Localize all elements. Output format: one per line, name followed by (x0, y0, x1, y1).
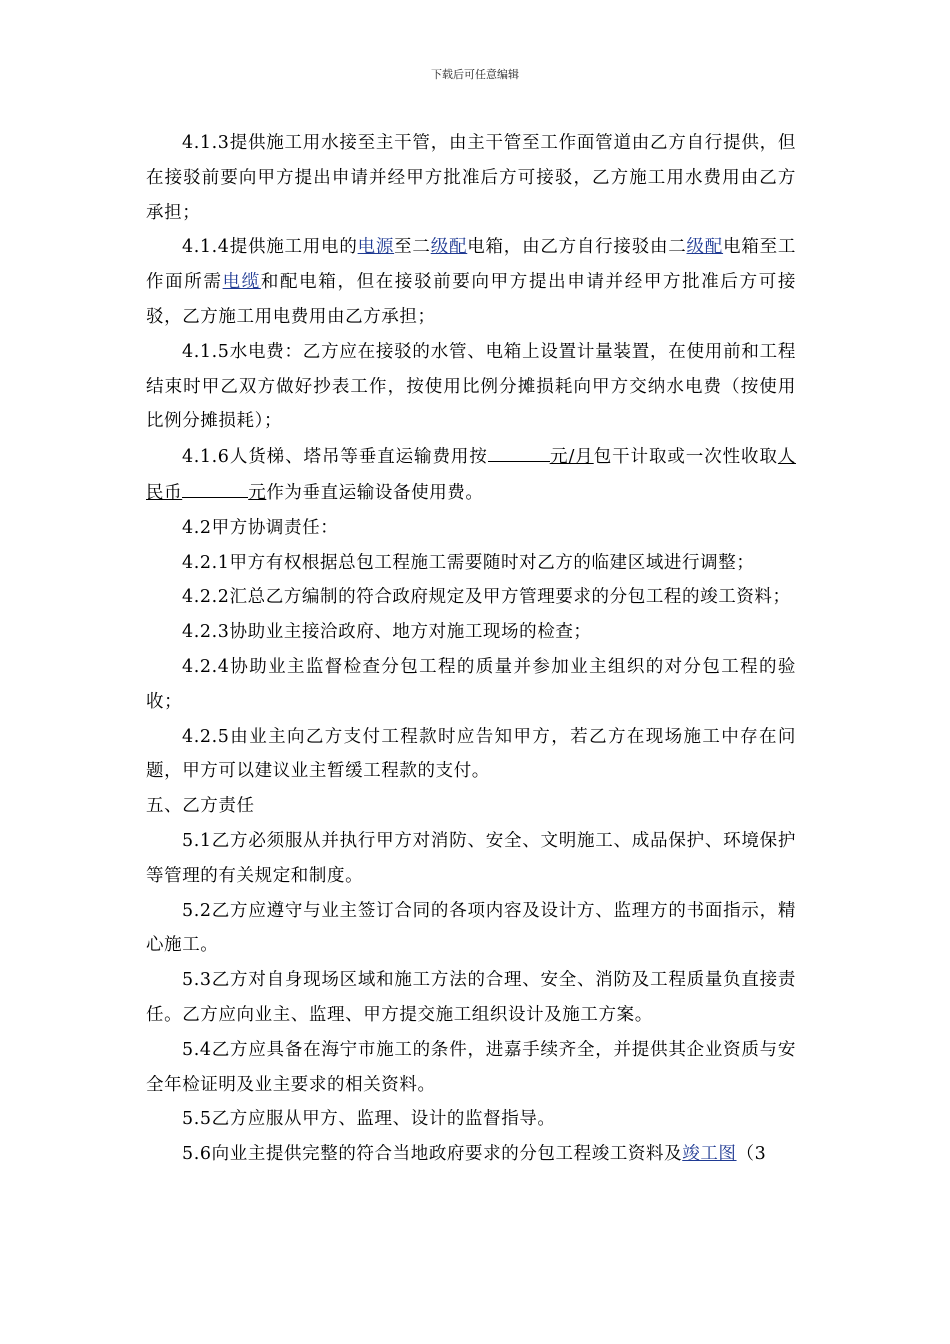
text-segment: 包干计取或一次性收取 (593, 447, 778, 468)
paragraph-5-5: 5.5乙方应服从甲方、监理、设计的监督指导。 (182, 1109, 556, 1130)
text-segment: 4.1.4提供施工用电的 (182, 237, 358, 258)
paragraph-4-1-5: 4.1.5水电费：乙方应在接驳的水管、电箱上设置计量装置，在使用前和工程结束时甲乙双方做好抄表工作，按使用比例分摊损耗向甲方交纳水电费（按使用比例分摊损耗）； (146, 341, 796, 432)
paragraph-4-2-3: 4.2.3协助业主接洽政府、地方对施工现场的检查； (182, 622, 592, 643)
paragraph-5-4: 5.4乙方应具备在海宁市施工的条件，进嘉手续齐全，并提供其企业资质与安全年检证明及业主要求的相关资料。 (146, 1039, 796, 1095)
unit-per-month: 元/月 (549, 447, 594, 468)
text-segment: 电箱至工作面所需 (146, 237, 796, 293)
paragraph-4-2-4: 4.2.4协助业主监督检查分包工程的质量并参加业主组织的对分包工程的验收； (146, 656, 796, 712)
paragraph-4-2-2: 4.2.2汇总乙方编制的符合政府规定及甲方管理要求的分包工程的竣工资料； (182, 587, 791, 608)
currency-unit: 元 (248, 482, 267, 503)
paragraph-4-2: 4.2甲方协调责任： (182, 517, 339, 538)
paragraph-4-1-4 (146, 230, 796, 334)
paragraph-5-6 (146, 1137, 796, 1172)
paragraph-4-2-1: 4.2.1甲方有权根据总包工程施工需要随时对乙方的临建区域进行调整； (182, 552, 755, 573)
document-body (146, 126, 796, 1172)
section-heading-5: 五、乙方责任 (146, 796, 255, 817)
text-segment: 4.1.6人货梯、塔吊等垂直运输费用按 (182, 447, 488, 468)
paragraph-4-1-6 (146, 439, 796, 511)
link-as-built-drawing[interactable]: 竣工图 (682, 1144, 737, 1165)
text-segment: 作为垂直运输设备使用费。 (266, 482, 484, 503)
paragraph-4-1-3: 4.1.3提供施工用水接至主干管，由主干管至工作面管道由乙方自行提供，但在接驳前要向甲方提出申请并经甲方批准后方可接驳，乙方施工用水费用由乙方承担； (146, 133, 796, 223)
text-segment: 至二 (394, 237, 431, 258)
text-segment: （3 (736, 1144, 767, 1165)
text-segment: 电箱，由乙方自行接驳由二 (467, 237, 687, 258)
link-distribution-level[interactable]: 级配 (430, 237, 468, 258)
link-power-source[interactable]: 电源 (357, 237, 395, 258)
link-distribution-level-2[interactable]: 级配 (686, 237, 724, 258)
fill-in-blank-rate (488, 439, 550, 462)
page-header: 下载后可任意编辑 (431, 68, 519, 81)
text-segment: 5.6向业主提供完整的符合当地政府要求的分包工程竣工资料及 (182, 1144, 683, 1165)
text-segment: 和配电箱，但在接驳前要向甲方提出申请并经甲方批准后方可接驳，乙方施工用电费用由乙方承担； (146, 272, 796, 327)
currency-label: 人民币 (146, 447, 797, 503)
paragraph-5-3: 5.3乙方对自身现场区域和施工方法的合理、安全、消防及工程质量负直接责任。乙方应向业主、监理、甲方提交施工组织设计及施工方案。 (146, 970, 796, 1025)
paragraph-4-2-5: 4.2.5由业主向乙方支付工程款时应告知甲方，若乙方在现场施工中存在问题，甲方可以建议业主暂缓工程款的支付。 (146, 726, 796, 782)
paragraph-5-2: 5.2乙方应遵守与业主签订合同的各项内容及设计方、监理方的书面指示，精心施工。 (146, 900, 796, 956)
paragraph-5-1: 5.1乙方必须服从并执行甲方对消防、安全、文明施工、成品保护、环境保护等管理的有关规定和制度。 (146, 830, 796, 886)
link-cable[interactable]: 电缆 (222, 272, 261, 293)
fill-in-blank-amount (182, 475, 248, 498)
